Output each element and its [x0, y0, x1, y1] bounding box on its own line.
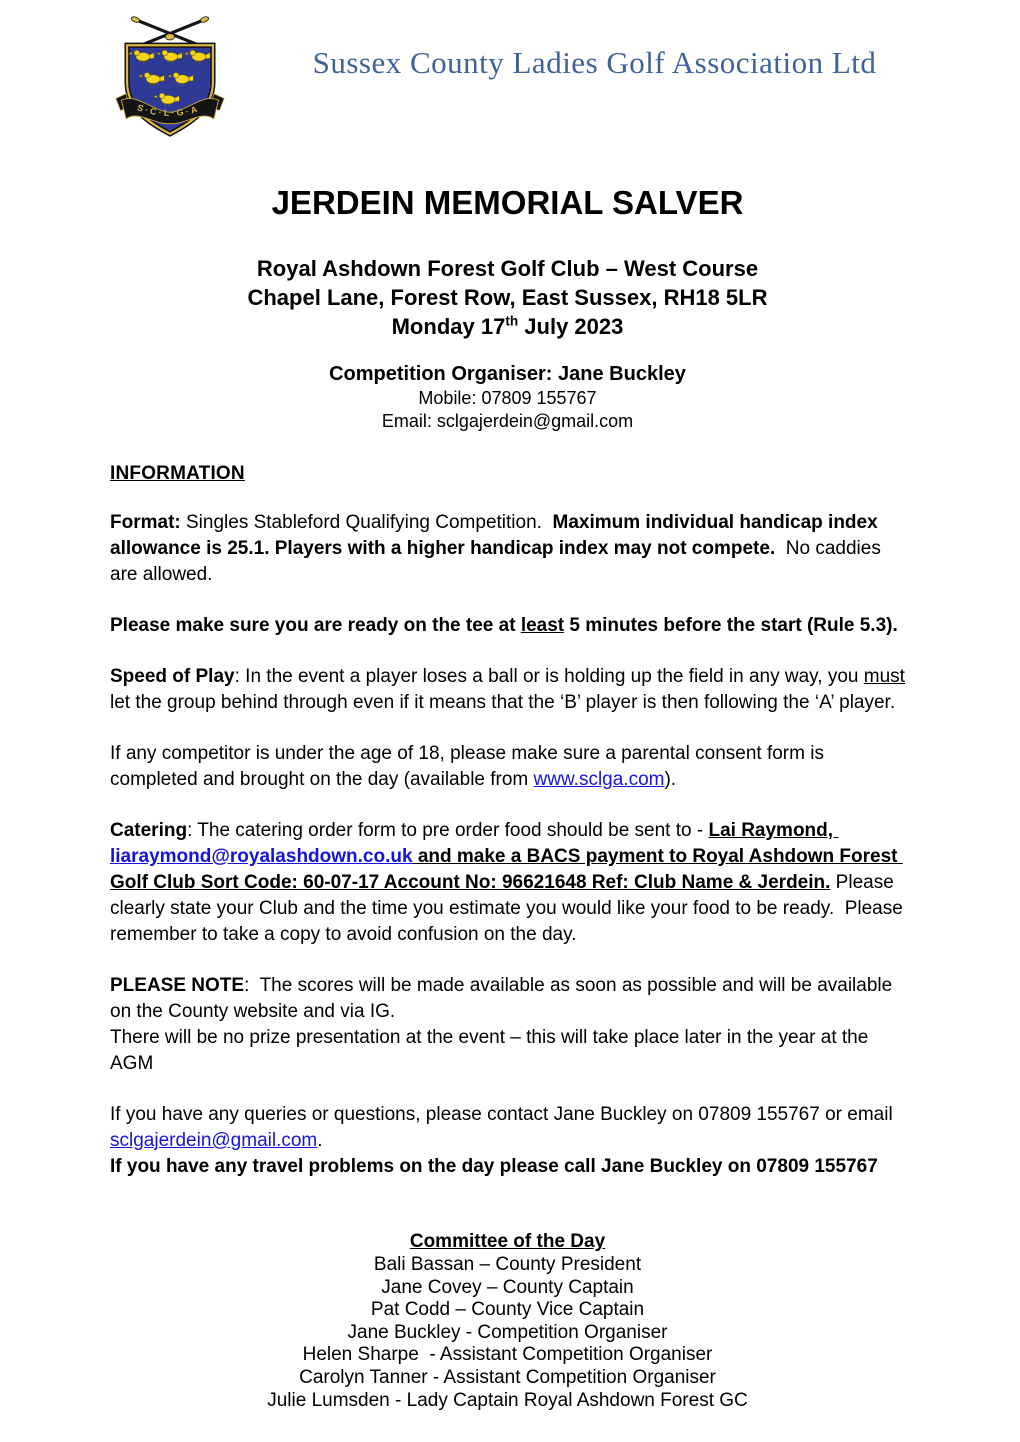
paragraph-format: [110, 510, 905, 588]
text-run: th: [505, 313, 519, 329]
paragraph-queries: [110, 1102, 905, 1180]
event-date: [110, 312, 905, 341]
text-run: least: [520, 615, 565, 636]
paragraph-please-note: [110, 973, 905, 1077]
text-run: and make a BACS payment to Royal Ashdown Forest Golf Club Sort Code: 60-07-17 Account No: 96621648 Ref: Club Name & Jerdein.: [110, 846, 903, 893]
text-run: No caddies are allowed.: [110, 538, 887, 585]
event-details: [110, 254, 905, 341]
committee-heading: Committee of the Day: [409, 1231, 606, 1252]
organiser-block: [110, 362, 905, 433]
text-run: Singles Stableford Qualifying Competition.: [180, 512, 553, 533]
text-run: Speed of Play: [110, 666, 235, 687]
text-run: Lai Raymond,: [708, 820, 839, 841]
committee-member: Carolyn Tanner - Assistant Competition Organiser: [299, 1366, 716, 1388]
text-run: .: [317, 1130, 323, 1151]
committee-member: Helen Sharpe - Assistant Competition Organiser: [302, 1344, 713, 1366]
text-run: : The scores will be made available as soon as possible and will be available on the County website and via IG.: [110, 975, 898, 1022]
committee-member: Jane Covey – County Captain: [381, 1276, 634, 1298]
text-run: Catering: [110, 820, 188, 841]
committee-member: Julie Lumsden - Lady Captain Royal Ashdown Forest GC: [267, 1389, 748, 1411]
text-run: Maximum individual handicap index allowance is 25.1. Players with a higher handicap index may not compete.: [110, 512, 883, 559]
text-run: Monday 17: [391, 314, 506, 339]
organiser-mobile: Mobile: 07809 155767: [418, 388, 597, 408]
organiser-email: Email: sclgajerdein@gmail.com: [381, 411, 634, 431]
hyperlink[interactable]: liaraymond@royalashdown.co.uk: [110, 846, 413, 867]
hyperlink[interactable]: www.sclga.com: [533, 769, 665, 790]
paragraph-catering: [110, 818, 909, 948]
sclga-crest-icon: [114, 13, 226, 139]
text-run: must: [863, 666, 905, 687]
paragraph-speed-of-play: [110, 664, 911, 716]
organiser-heading: Competition Organiser: Jane Buckley: [329, 363, 686, 385]
text-run: There will be no prize presentation at the event – this will take place later in the year at the AGM: [110, 1027, 873, 1074]
organisation-name: Sussex County Ladies Golf Association Ltd: [312, 45, 877, 80]
committee-block: [110, 1230, 905, 1412]
text-run: PLEASE NOTE: [110, 975, 245, 996]
text-run: 5 minutes before the start (Rule 5.3).: [564, 615, 898, 636]
text-run: Please make sure you are ready on the tee at: [110, 615, 521, 636]
text-run: let the group behind through even if it means that the ‘B’ player is then following the ‘A’ player.: [110, 666, 911, 713]
text-run: July 2023: [518, 314, 624, 339]
crossed-golf-clubs-icon: [131, 16, 210, 47]
committee-member: Pat Codd – County Vice Captain: [370, 1299, 645, 1321]
information-heading: INFORMATION: [110, 463, 245, 484]
event-venue-line2: Chapel Lane, Forest Row, East Sussex, RH18 5LR: [247, 285, 768, 310]
text-run: Format:: [110, 512, 181, 533]
event-venue-line1: Royal Ashdown Forest Golf Club – West Course: [256, 256, 759, 281]
committee-member: Bali Bassan – County President: [373, 1254, 642, 1275]
text-run: If you have any travel problems on the day please call Jane Buckley on 07809 155767: [110, 1156, 878, 1177]
crest-letters: S·C·L·G·A: [135, 102, 201, 118]
text-run: : In the event a player loses a ball or is holding up the field in any way, you: [234, 666, 864, 687]
committee-member: Jane Buckley - Competition Organiser: [347, 1321, 668, 1343]
text-run: Please clearly state your Club and the time you estimate you would like your food to be ready. Please remember to take a copy to avoid confusion on the day.: [110, 872, 909, 945]
text-run: ).: [664, 769, 677, 790]
text-run: If you have any queries or questions, please contact Jane Buckley on 07809 155767 or email: [110, 1104, 898, 1125]
hyperlink[interactable]: sclgajerdein@gmail.com: [110, 1130, 318, 1151]
paragraph-under-18: [110, 741, 905, 793]
paragraph-tee-time: [110, 613, 905, 639]
page-title: JERDEIN MEMORIAL SALVER: [271, 184, 744, 221]
text-run: : The catering order form to pre order food should be sent to -: [187, 820, 709, 841]
text-run: If any competitor is under the age of 18, please make sure a parental consent form is completed and brought on the day (available from: [110, 743, 830, 790]
document-header: [110, 13, 905, 139]
